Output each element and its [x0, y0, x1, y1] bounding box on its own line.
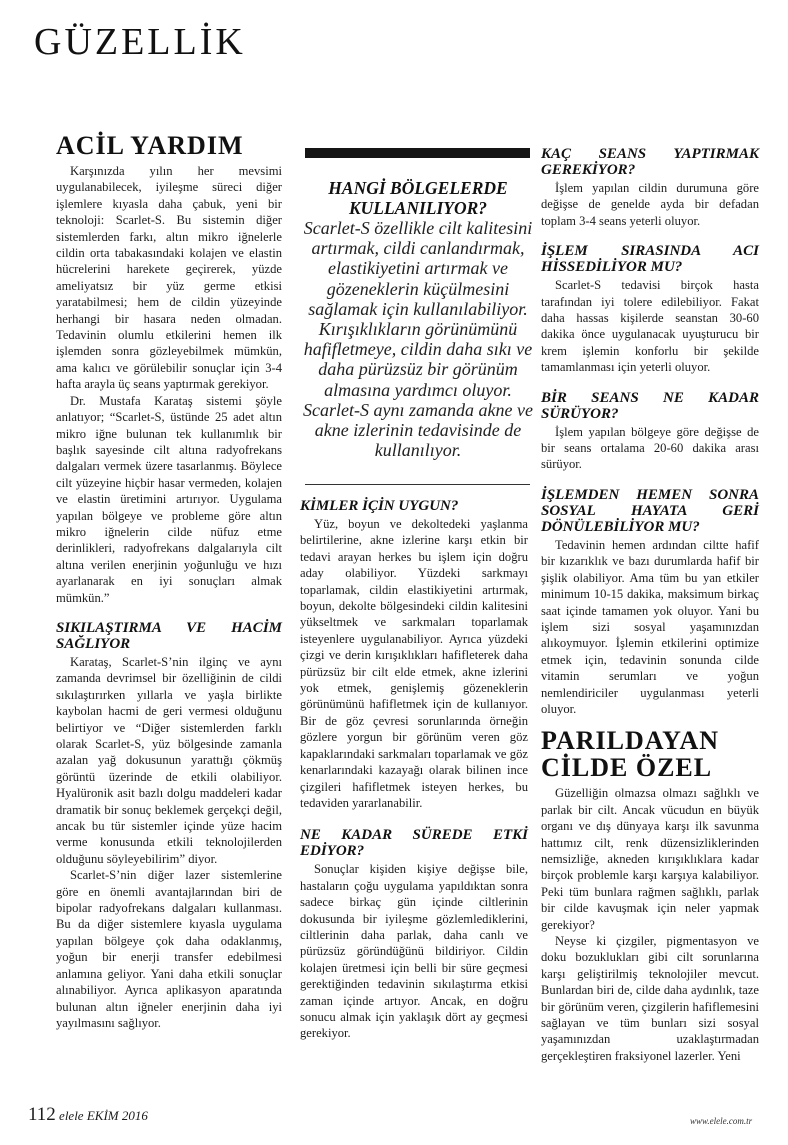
pullquote	[300, 178, 536, 460]
page-number: 112	[28, 1104, 56, 1125]
body-paragraph: Neyse ki çizgiler, pigmentasyon ve doku bozuklukları gibi cilt sorunlarına karşı geliştirilmiş teknolojiler mevcut. Bunlardan biri de, cilde daha aydınlık, taze bir görünüm veren, çizgilerin hafiflemesini sağlayan ve tüm bunları sizi sosyal yaşamınızdan uzaklaştırmadan gerçekleştiren fraksiyonel lazerler. Yeni	[541, 934, 759, 1063]
body-paragraph: Scarlet-S’nin diğer lazer sistemlerine göre en önemli avantajlarından biri de bipolar radyofrekans dalgaları kullanması. Bu da diğer sistemlere kıyasla uygulama yapılan bölgeye çok daha odaklanmış, yoğun bir enerji transfer edebilmesi anlamına geliyor. Yani daha etkili sonuçlar alınabiliyor. Ayrıca aplikasyon aparatında bulunan altın iğneler enerjinin daha iyi yayılmasını sağlıyor.	[56, 868, 282, 1030]
section-title: GÜZELLİK	[34, 21, 246, 63]
pullquote-text: Scarlet-S özellikle cilt kalitesini artırmak, cildi canlandırmak, elastikiyetini artırmak ve gözeneklerin küçülmesini sağlamak için kullanılabiliyor. Kırışıklıkların görünümünü hafifletmeye, cildin daha sıkı ve daha pürüzsüz bir görünüm almasına yardımcı oluyor. Scarlet-S aynı zamanda akne ve akne izlerinin tedavisinde de kullanılıyor.	[303, 218, 533, 461]
website-url: www.elele.com.tr	[690, 1116, 753, 1126]
subheading: KAÇ SEANS YAPTIRMAK GEREKİYOR?	[541, 146, 759, 178]
article-title: ACİL YARDIM	[56, 131, 244, 160]
article-title-line-1: PARILDAYAN	[541, 726, 720, 756]
subheading: İŞLEMDEN HEMEN SONRA SOSYAL HAYATA GERİ DÖNÜLEBİLİYOR MU?	[541, 486, 759, 535]
page-footer	[28, 1104, 148, 1126]
subheading: BİR SEANS NE KADAR SÜRÜYOR?	[541, 389, 759, 422]
body-paragraph: İşlem yapılan cildin durumuna göre değişse de genelde ayda bir defadan toplam 3-4 seans yeterli oluyor.	[541, 181, 759, 228]
body-paragraph: Tedavinin hemen ardından ciltte hafif bir kızarıklık ve bazı durumlarda hafif bir şişlik olabiliyor. Ama tüm bu yan etkiler minimum 10-15 dakika, maksimum birkaç saat içinde tamamen yok oluyor. Yani bu işlem sizi sosyal yaşamınızdan alıkoymuyor. İşlemin etkilerini optimize etmek için, tedavinin sonunda cilde vitamin serumları ve yoğun nemlendiriciler uygulanması yeterli oluyor.	[541, 537, 759, 716]
body-paragraph: Scarlet-S tedavisi birçok hasta tarafından iyi tolere edilebiliyor. Fakat daha hassas kişilerde seanstan 30-60 dakika önce uygulanacak uyuşturucu bir krem işlemin konforlu bir şekilde tamamlanması için yeterli oluyor.	[541, 278, 759, 375]
subheading: SIKILAŞTIRMA VE HACİM SAĞLIYOR	[56, 619, 282, 652]
body-paragraph: Yüz, boyun ve dekoltedeki yaşlanma belirtilerine, akne izlerine karşı etkin bir tedavi arayan herkes bu işlem için doğru aday olabiliyor. Yüzdeki sarkmayı toparlamak, cildin elastikiyetini artırmak, boyun, dekolte bölgesindeki cildin kalitesini yükseltmek ve sarkmaları toparlamak isteyenlere uygulanabiliyor. Ayrıca yüzdeki çizgi ve derin kırışıklıkları hafifleterek daha pürüzsüz bir cilt elde etmek, akne izlerini yok etmek, genişlemiş gözeneklerin görünümünü hafifletmek için de kullanıyor. Bir de göz çevresi sorunlarında örneğin gözlere yorgun bir görünüm veren göz kapaklarındaki sarkmaları toparlamak ve göz kenarlarındaki kazayağı olarak bilinen ince çizgileri hafifletmek isteyen herkes, bu tedaviden yararlanabilir.	[300, 517, 528, 810]
article-title	[541, 727, 759, 781]
pullquote-top-bar	[305, 148, 530, 158]
article-title-line-2: CİLDE ÖZEL	[541, 753, 713, 783]
subheading: İŞLEM SIRASINDA ACI HİSSEDİLİYOR MU?	[541, 243, 759, 276]
body-paragraph: Güzelliğin olmazsa olmazı sağlıklı ve parlak bir cilt. Ancak vücudun en büyük organı ve dış dünyaya karşı ilk savunma hattımız cilt, renk düzensizliklerinden nemsizliğe, akneden kırışıklıklara kadar birçok problemle karşı karşıya kalabiliyor. Peki tüm bunlara rağmen sağlıklı, parlak bir cilde kavuşmak için neler yapmak gerekiyor?	[541, 786, 759, 932]
pullquote-title: HANGİ BÖLGELERDE KULLANILIYOR?	[328, 178, 508, 218]
body-paragraph: Karşınızda yılın her mevsimi uygulanabilecek, iyileşme süreci diğer işlemlere kıyasla daha çabuk, yeni bir teknoloji: Scarlet-S. Bu sistemin diğer sistemlerden farkı, altın mikro iğnelerle cildin orta tabakasındaki kolajen ve elastin hücrelerini harekete geçirerek, yüzde ameliyatsız bir yüz germe etkisi yaratabilmesi; hem de cildin yüzeyinde herhangi bir hasara neden olmadan. Tedavinin olumlu etkilerini hemen ilk işlemden sonra gözleyebilmek mümkün, ama kalıcı ve görülebilir sonuçlar için 3-4 hafta arayla üç seans yaptırmak gerekiyor.	[56, 164, 282, 392]
subheading: NE KADAR SÜREDE ETKİ EDİYOR?	[300, 827, 528, 860]
column-left	[56, 132, 282, 1031]
column-right	[541, 146, 759, 1064]
issue-date: EKİM 2016	[86, 1108, 148, 1123]
magazine-brand: elele	[59, 1108, 84, 1123]
column-middle	[300, 498, 528, 1042]
body-paragraph: Sonuçlar kişiden kişiye değişse bile, hastaların çoğu uygulama yapıldıktan sonra sadece birkaç gün içinde ciltlerinin dokusunda bir iyileşme gözlemlediklerini, ciltlerinin daha parlak, daha canlı ve pürüzsüz göründüğünü bildiriyor. Cildin kolajen üretmesi için belli bir süre geçmesi gerektiğinden tedavinin sıkılaştırma etkisi zaman içinde artıyor. Ancak, en doğru sonucu almak için yaklaşık dört ay geçmesi gerekiyor.	[300, 862, 528, 1041]
body-paragraph: Karataş, Scarlet-S’nin ilginç ve aynı zamanda devrimsel bir özelliğinin de cildi sıkılaştırırken yıllarla ve yaşla birlikte kaybolan hacmi de geri vermesi olduğunu belirtiyor ve “Diğer sistemlerden farklı olarak Scarlet-S, yüz bölgesinde zamanla azalan yağ dokusunun yarattığı çökmüş görüntü üzerinde de etkili olabiliyor. Hyalüronik asit bazlı dolgu maddeleri kadar dramatik bir sonuç beklemek gerçekçi değil, ancak bu tür sistemler içinde yüze hacim verme konusunda etkili teknolojilerden olduğunu söyleyebilirim” diyor.	[56, 654, 282, 866]
subheading: KİMLER İÇİN UYGUN?	[300, 498, 459, 514]
body-paragraph: İşlem yapılan bölgeye göre değişse de bir seans ortalama 20-60 dakika arası sürüyor.	[541, 424, 759, 472]
body-paragraph: Dr. Mustafa Karataş sistemi şöyle anlatıyor; “Scarlet-S, üstünde 25 adet altın mikro iğne bulunan tek kullanımlık bir başlık sayesinde cilt altına radyofrekans dalgaları vermek üzere tasarlanmış. Böylece cilt yüzeyine hiçbir hasar vermeden, kolajen ve elastin üretimini artırıyor. Uygulama yapılan bölgeye ve probleme göre altın mikro iğnelerin cilde nüfuz etme derinlikleri, radyofrekans dalgalarıyla cilt altına verilen enerjinin yoğunluğu ve hızı ayarlanarak en iyi sonuçları almak mümkün.”	[56, 393, 282, 605]
pullquote-bottom-rule	[305, 484, 530, 485]
